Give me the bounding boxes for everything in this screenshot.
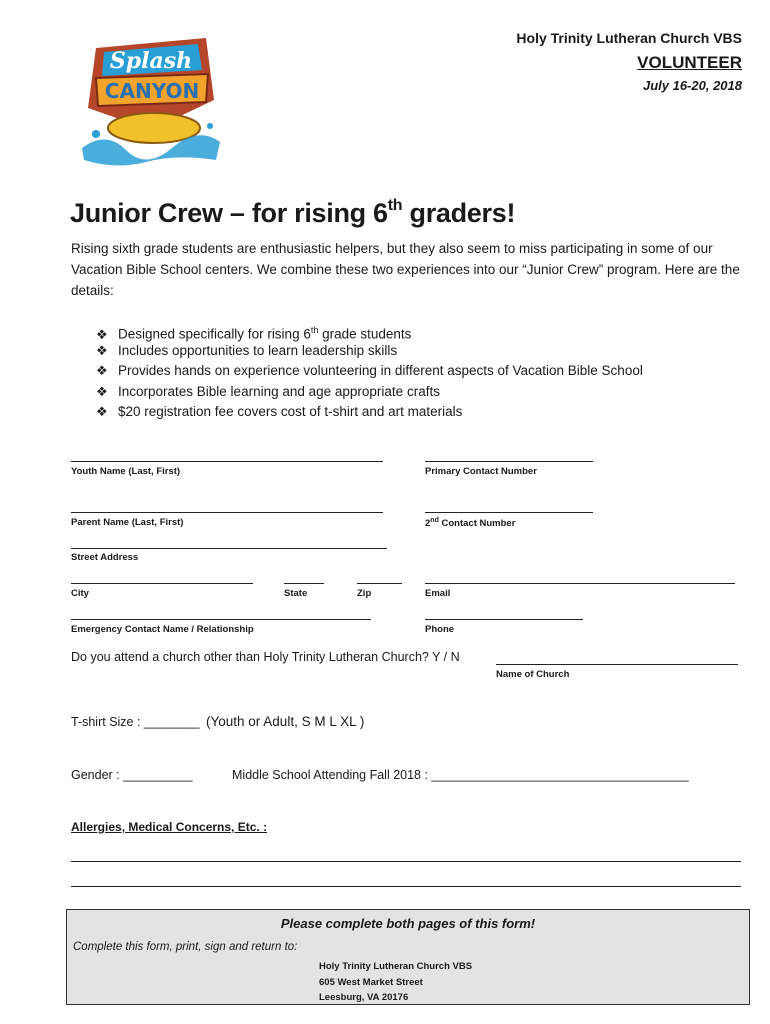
intro-paragraph: Rising sixth grade students are enthusiastic helpers, but they also seem to miss participating in some of our Vacation Bible School centers. We combine these two experiences into our “Junior Crew” program. Here are the details: <box>71 241 740 298</box>
second-contact-label: 2nd Contact Number <box>425 517 516 530</box>
zip-field[interactable] <box>357 583 402 584</box>
list-item: ❖ $20 registration fee covers cost of t-shirt and art materials <box>96 402 643 423</box>
youth-name-label: Youth Name (Last, First) <box>71 466 181 477</box>
email-label: Email <box>425 588 451 599</box>
return-address-line: Holy Trinity Lutheran Church VBS <box>319 961 473 972</box>
church-question: Do you attend a church other than Holy Trinity Lutheran Church? Y / N <box>71 650 460 664</box>
parent-name-label: Parent Name (Last, First) <box>71 517 184 528</box>
box-title: Please complete both pages of this form! <box>280 916 536 931</box>
allergies-line-2[interactable] <box>71 886 741 887</box>
state-field[interactable] <box>284 583 324 584</box>
diamond-bullet-icon: ❖ <box>96 342 108 358</box>
splash-canyon-logo <box>76 30 226 170</box>
emergency-contact-label: Emergency Contact Name / Relationship <box>71 624 254 635</box>
diamond-bullet-icon: ❖ <box>96 383 108 399</box>
primary-contact-field[interactable] <box>425 461 593 462</box>
logo-raft <box>108 113 200 143</box>
church-name-field[interactable] <box>496 664 738 665</box>
city-field[interactable] <box>71 583 253 584</box>
street-address-label: Street Address <box>71 552 139 563</box>
youth-name-field[interactable] <box>71 461 383 462</box>
diamond-bullet-icon: ❖ <box>96 404 108 419</box>
church-name-label: Name of Church <box>496 669 570 680</box>
diamond-bullet-icon: ❖ <box>96 363 108 378</box>
emergency-contact-field[interactable] <box>71 619 371 620</box>
details-list <box>96 320 643 423</box>
event-dates: July 16-20, 2018 <box>642 78 742 93</box>
state-label: State <box>284 588 308 599</box>
city-label: City <box>71 588 89 599</box>
zip-label: Zip <box>357 588 372 599</box>
middle-school-field[interactable]: Middle School Attending Fall 2018 : _____________________________________ <box>232 768 689 782</box>
organization-name: Holy Trinity Lutheran Church VBS <box>516 30 742 46</box>
box-instruction: Complete this form, print, sign and return to: <box>73 941 298 953</box>
page-heading: Junior Crew – for rising 6th graders! <box>70 197 516 228</box>
list-item: ❖ Designed specifically for rising 6th grade students <box>96 320 643 341</box>
logo-word-canyon: CANYON <box>104 79 200 103</box>
allergies-line-1[interactable] <box>71 861 741 862</box>
tshirt-size-options: (Youth or Adult, S M L XL ) <box>206 714 365 729</box>
email-field[interactable] <box>425 583 735 584</box>
return-address-line: 605 West Market Street <box>319 977 423 988</box>
street-address-field[interactable] <box>71 548 387 549</box>
phone-field[interactable] <box>425 619 583 620</box>
logo-droplet <box>207 123 213 129</box>
primary-contact-label: Primary Contact Number <box>425 466 537 477</box>
logo-word-splash: Splash <box>109 48 193 74</box>
second-contact-field[interactable] <box>425 512 593 513</box>
list-item: ❖ Includes opportunities to learn leadership skills <box>96 341 643 362</box>
allergies-label: Allergies, Medical Concerns, Etc. : <box>71 820 268 834</box>
phone-label: Phone <box>425 624 455 635</box>
form-type-title: VOLUNTEER <box>637 53 742 72</box>
list-item: ❖ Incorporates Bible learning and age appropriate crafts <box>96 382 643 403</box>
diamond-bullet-icon: ❖ <box>96 326 108 342</box>
logo-droplet <box>92 130 100 138</box>
tshirt-size-field[interactable]: T-shirt Size : ________ <box>71 715 200 729</box>
parent-name-field[interactable] <box>71 512 383 513</box>
gender-field[interactable]: Gender : __________ <box>71 768 193 782</box>
return-address-line: Leesburg, VA 20176 <box>319 992 409 1003</box>
return-instructions-box <box>66 909 750 1005</box>
list-item: ❖ Provides hands on experience volunteering in different aspects of Vacation Bible School <box>96 361 643 382</box>
